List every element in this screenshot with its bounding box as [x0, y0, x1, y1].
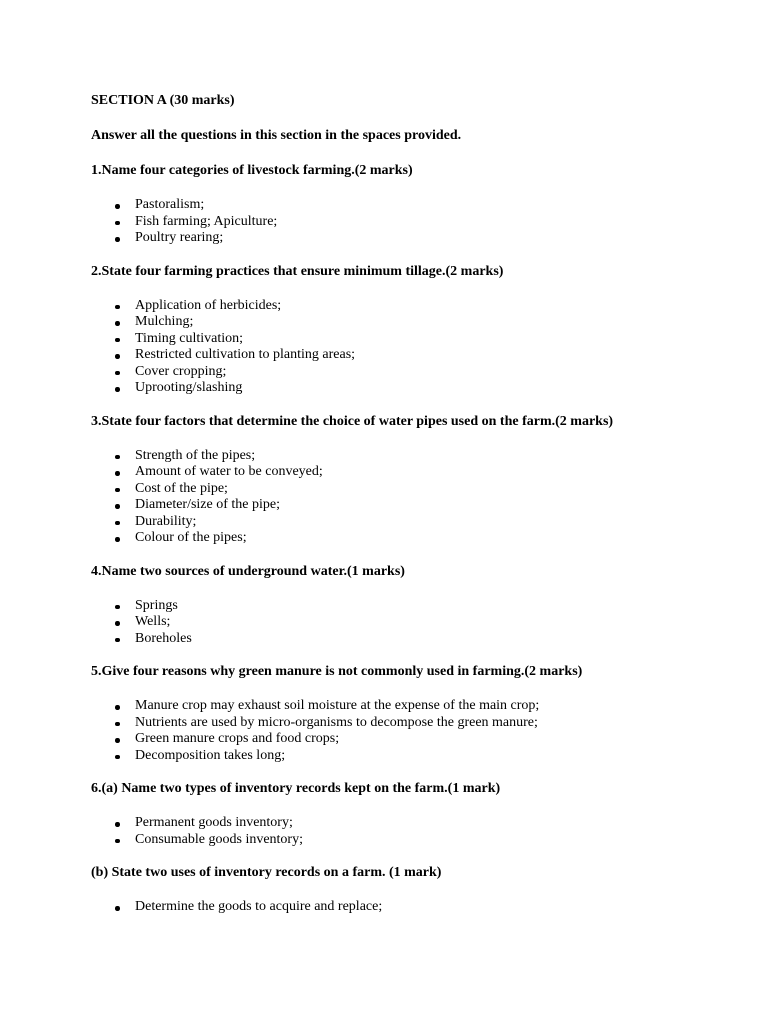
answer-item: Manure crop may exhaust soil moisture at the expense of the main crop;: [135, 698, 731, 715]
section-title: SECTION A (30 marks): [91, 93, 235, 108]
question-heading: (b) State two uses of inventory records on a farm. (1 mark): [91, 865, 442, 880]
answer-list: [91, 298, 731, 397]
answer-item: Restricted cultivation to planting areas;: [135, 347, 731, 364]
answer-item: Durability;: [135, 514, 731, 531]
answer-item: Diameter/size of the pipe;: [135, 497, 731, 514]
question-6a: [91, 780, 731, 848]
answer-item: Determine the goods to acquire and replace;: [135, 899, 731, 916]
answer-list: [91, 815, 731, 848]
question-3: [91, 413, 731, 547]
answer-list: [91, 598, 731, 648]
answer-item: Wells;: [135, 614, 731, 631]
answer-item: Strength of the pipes;: [135, 448, 731, 465]
question-5: [91, 663, 731, 764]
answer-item: Mulching;: [135, 314, 731, 331]
answer-item: Poultry rearing;: [135, 230, 731, 247]
answer-item: Springs: [135, 598, 731, 615]
answer-item: Permanent goods inventory;: [135, 815, 731, 832]
question-heading: 6.(a) Name two types of inventory records kept on the farm.(1 mark): [91, 781, 501, 796]
answer-item: Fish farming; Apiculture;: [135, 214, 731, 231]
answer-item: Decomposition takes long;: [135, 748, 731, 765]
question-4: [91, 563, 731, 648]
answer-item: Amount of water to be conveyed;: [135, 464, 731, 481]
answer-list: [91, 899, 731, 916]
answer-item: Pastoralism;: [135, 197, 731, 214]
question-heading: 3.State four factors that determine the choice of water pipes used on the farm.(2 marks): [91, 413, 614, 429]
answer-item: Cover cropping;: [135, 364, 731, 381]
document-body: [91, 92, 731, 932]
question-heading: 2.State four farming practices that ensure minimum tillage.(2 marks): [91, 263, 504, 279]
question-heading: 1.Name four categories of livestock farming.(2 marks): [91, 163, 413, 178]
answer-item: Timing cultivation;: [135, 331, 731, 348]
answer-item: Consumable goods inventory;: [135, 832, 731, 849]
question-heading: 5.Give four reasons why green manure is not commonly used in farming.(2 marks): [91, 664, 583, 679]
answer-item: Nutrients are used by micro-organisms to decompose the green manure;: [135, 715, 731, 732]
answer-list: [91, 698, 731, 764]
answer-list: [91, 197, 731, 247]
answer-item: Application of herbicides;: [135, 298, 731, 315]
question-2: [91, 263, 731, 397]
question-heading: 4.Name two sources of underground water.(1 marks): [91, 563, 405, 579]
answer-item: Green manure crops and food crops;: [135, 731, 731, 748]
question-6b: [91, 864, 731, 916]
question-1: [91, 162, 731, 247]
answer-list: [91, 448, 731, 547]
answer-item: Uprooting/slashing: [135, 380, 731, 397]
answer-item: Boreholes: [135, 631, 731, 648]
answer-item: Colour of the pipes;: [135, 530, 731, 547]
answer-item: Cost of the pipe;: [135, 481, 731, 498]
instructions: Answer all the questions in this section in the spaces provided.: [91, 128, 462, 143]
